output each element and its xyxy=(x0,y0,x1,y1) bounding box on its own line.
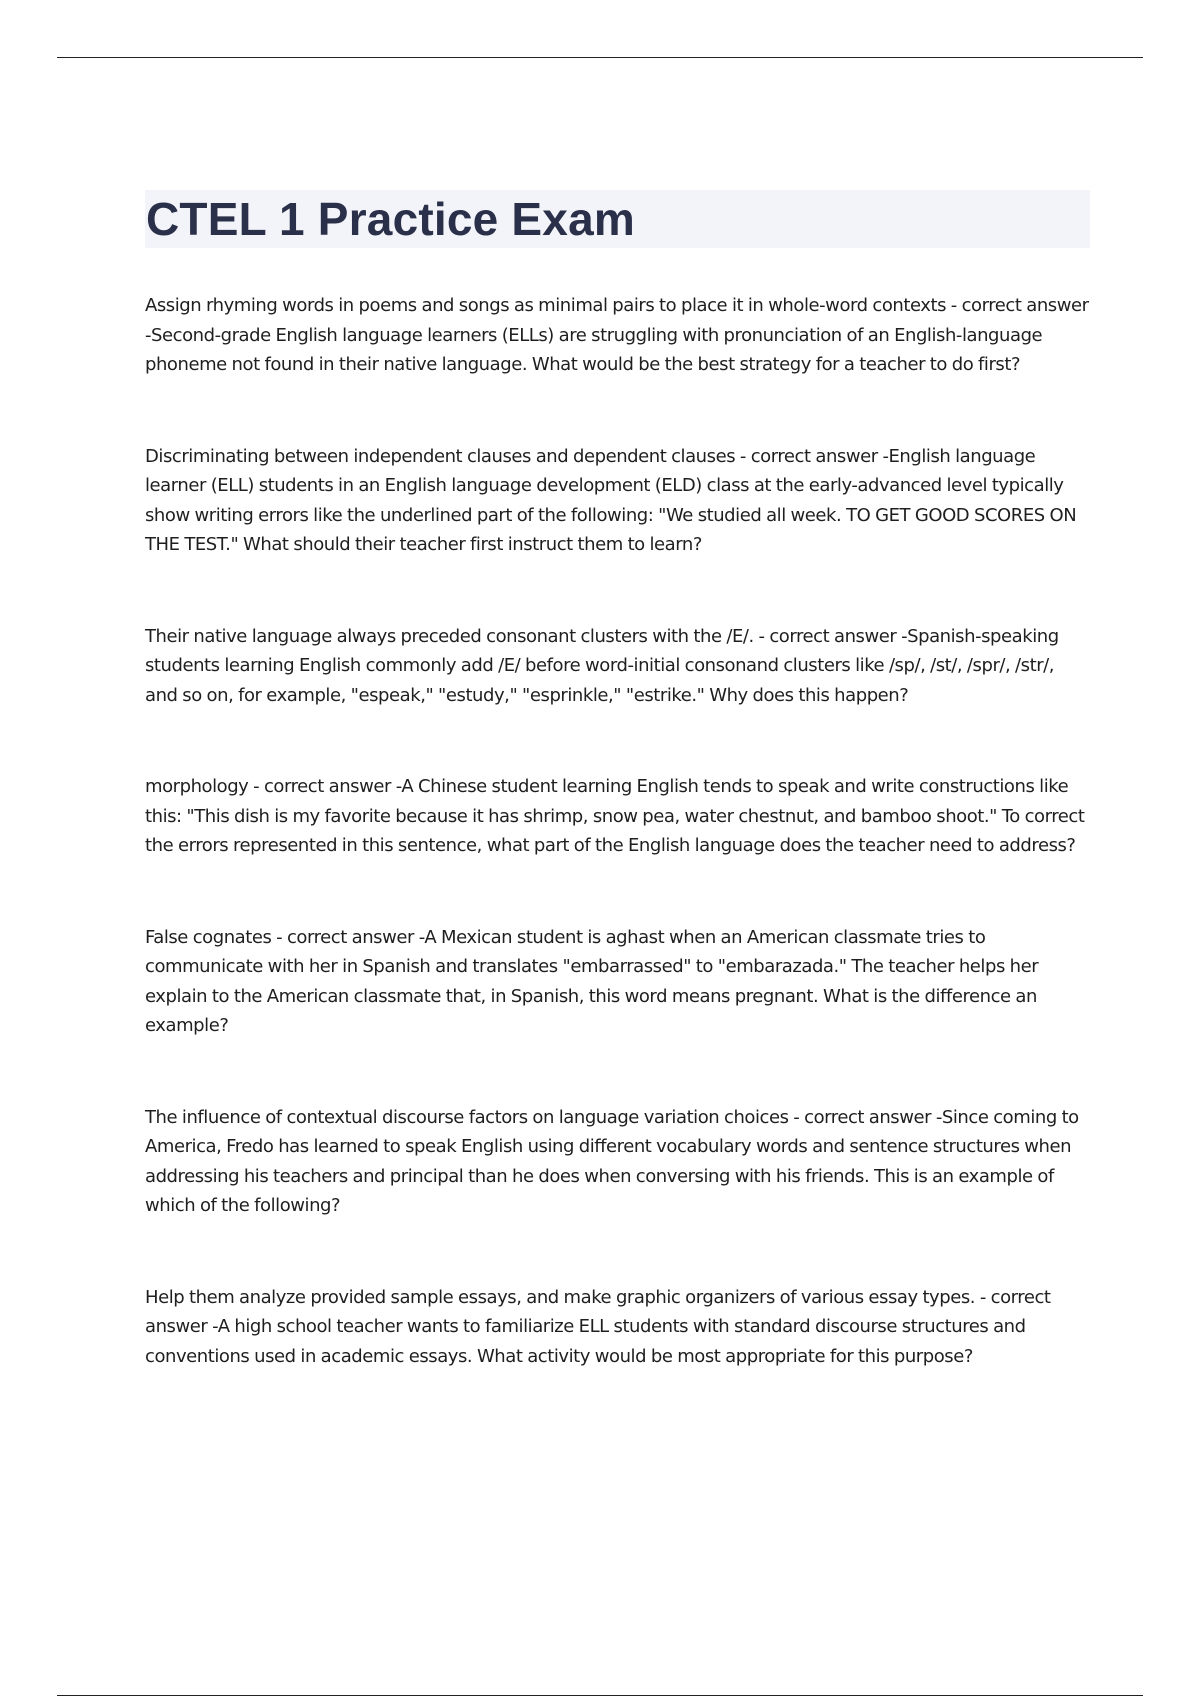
qa-item: morphology - correct answer -A Chinese student learning English tends to speak and write constructions like this: "This dish is my favorite because it has shrimp, snow pea, water chestnut, and bamboo shoot." To correct the errors represented in this sentence, what part of the English language does the teacher need to address? xyxy=(145,776,1085,856)
qa-item: Assign rhyming words in poems and songs as minimal pairs to place it in whole-word contexts - correct answer -Second-grade English language learners (ELLs) are struggling with pronunciation of an English-language phoneme not found in their native language. What would be the best strategy for a teacher to do first? xyxy=(145,295,1089,375)
qa-item: False cognates - correct answer -A Mexican student is aghast when an American classmate tries to communicate with her in Spanish and translates "embarrassed" to "embarazada." The teacher helps her explain to the American classmate that, in Spanish, this word means pregnant. What is the difference an example? xyxy=(145,926,1039,1036)
qa-item: Discriminating between independent clauses and dependent clauses - correct answer -English language learner (ELL) students in an English language development (ELD) class at the early-advanced level typically show writing errors like the underlined part of the following: "We studied all week. TO GET GOOD SCORES ON THE TEST." What should their teacher first instruct them to learn? xyxy=(145,445,1077,555)
qa-item: Help them analyze provided sample essays, and make graphic organizers of various essay types. - correct answer -A high school teacher wants to familiarize ELL students with standard discourse structures and conventions used in academic essays. What activity would be most appropriate for this purpose? xyxy=(145,1286,1051,1367)
qa-item: The influence of contextual discourse factors on language variation choices - correct answer -Since coming to America, Fredo has learned to speak English using different vocabulary words and sentence structures when addressing his teachers and principal than he does when conversing with his friends. This is an example of which of the following? xyxy=(145,1106,1079,1216)
bottom-rule xyxy=(57,1695,1143,1696)
top-rule xyxy=(57,57,1143,58)
document-title: CTEL 1 Practice Exam xyxy=(146,193,635,245)
qa-item: Their native language always preceded consonant clusters with the /E/. - correct answer -Spanish-speaking students learning English commonly add /E/ before word-initial consonand clusters like /sp/, /st/, /spr/, /str/, and so on, for example, "espeak," "estudy," "esprinkle," "estrike." Why does this happen? xyxy=(145,625,1059,706)
qa-list xyxy=(145,291,1090,1433)
